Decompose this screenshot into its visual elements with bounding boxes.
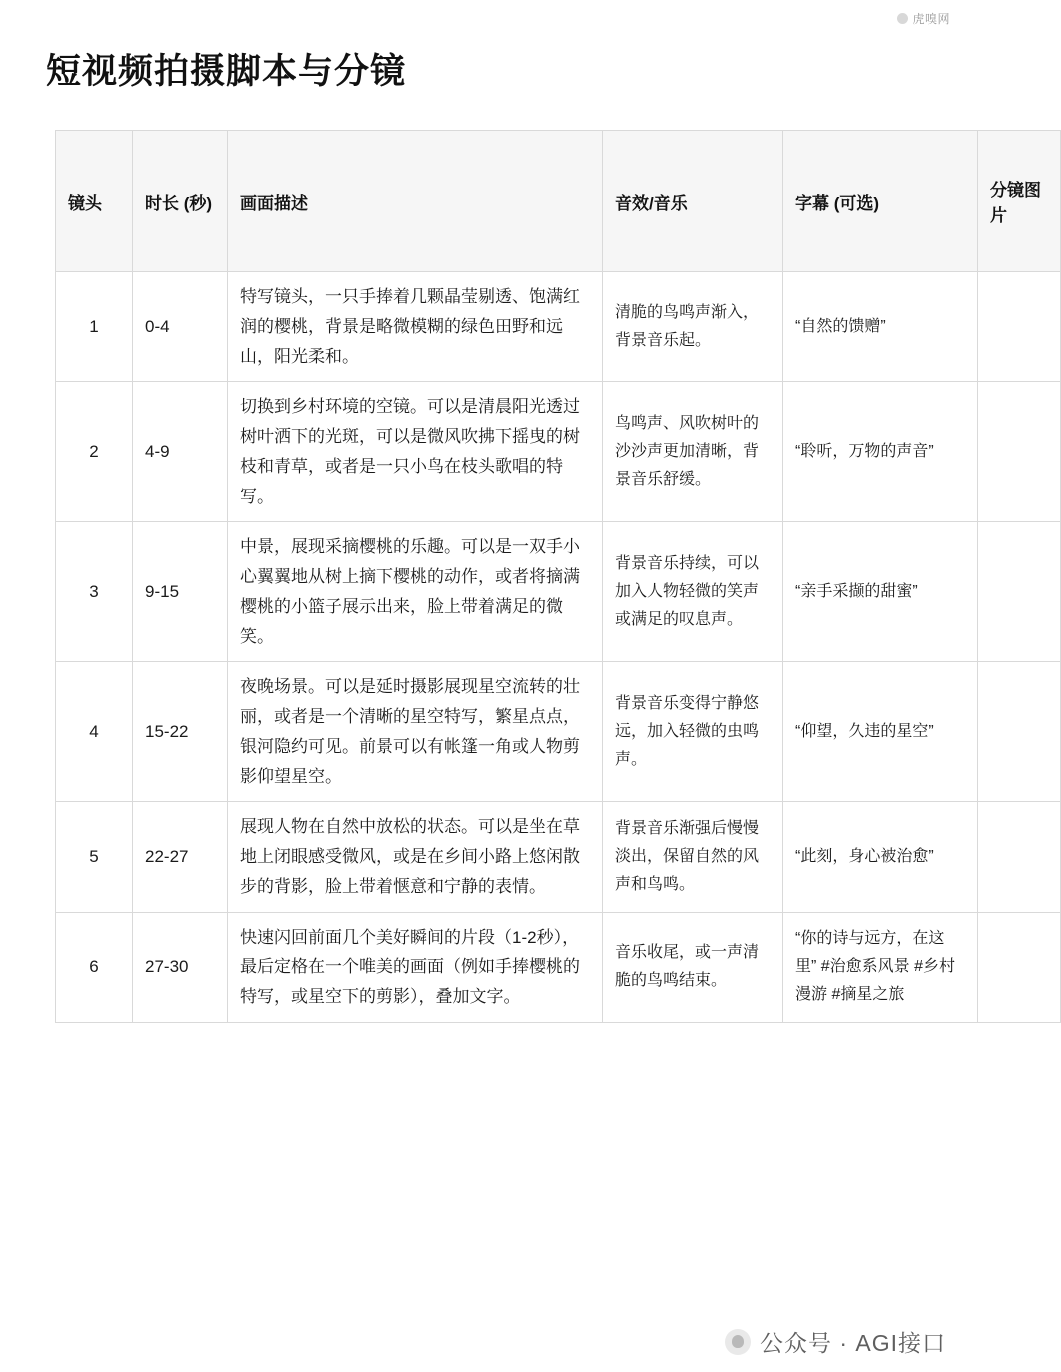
watermark-top-label: 虎嗅网	[912, 12, 950, 26]
cell-shot: 4	[56, 662, 133, 802]
column-header-subtitle: 字幕 (可选)	[783, 131, 978, 272]
cell-subtitle: “自然的馈赠”	[783, 272, 978, 382]
cell-description: 中景，展现采摘樱桃的乐趣。可以是一双手小心翼翼地从树上摘下樱桃的动作，或者将摘满樱桃的小篮子展示出来，脸上带着满足的微笑。	[228, 522, 603, 662]
watermark-bottom-label: 公众号 · AGI接口	[759, 1330, 946, 1356]
column-header-audio: 音效/音乐	[603, 131, 783, 272]
cell-audio: 背景音乐渐强后慢慢淡出，保留自然的风声和鸟鸣。	[603, 802, 783, 912]
cell-duration: 4-9	[133, 382, 228, 522]
cell-shot: 6	[56, 912, 133, 1022]
table-row	[56, 912, 1061, 1022]
watermark-bottom	[725, 1325, 946, 1358]
cell-subtitle: “亲手采撷的甜蜜”	[783, 522, 978, 662]
cell-shot: 5	[56, 802, 133, 912]
cell-description: 夜晚场景。可以是延时摄影展现星空流转的壮丽，或者是一个清晰的星空特写，繁星点点，银河隐约可见。前景可以有帐篷一角或人物剪影仰望星空。	[228, 662, 603, 802]
storyboard-table	[55, 130, 1061, 1023]
cell-storyboard	[978, 802, 1061, 912]
cell-audio: 背景音乐变得宁静悠远，加入轻微的虫鸣声。	[603, 662, 783, 802]
cell-duration: 27-30	[133, 912, 228, 1022]
cell-description: 切换到乡村环境的空镜。可以是清晨阳光透过树叶洒下的光斑，可以是微风吹拂下摇曳的树枝和青草，或者是一只小鸟在枝头歌唱的特写。	[228, 382, 603, 522]
table-row	[56, 662, 1061, 802]
column-header-duration: 时长 (秒)	[133, 131, 228, 272]
column-header-shot: 镜头	[56, 131, 133, 272]
cell-subtitle: “你的诗与远方，在这里” #治愈系风景 #乡村漫游 #摘星之旅	[783, 912, 978, 1022]
watermark-logo-icon	[897, 13, 908, 24]
cell-audio: 音乐收尾，或一声清脆的鸟鸣结束。	[603, 912, 783, 1022]
cell-shot: 1	[56, 272, 133, 382]
cell-storyboard	[978, 272, 1061, 382]
cell-audio: 鸟鸣声、风吹树叶的沙沙声更加清晰，背景音乐舒缓。	[603, 382, 783, 522]
table-row	[56, 802, 1061, 912]
cell-audio: 背景音乐持续，可以加入人物轻微的笑声或满足的叹息声。	[603, 522, 783, 662]
cell-duration: 22-27	[133, 802, 228, 912]
cell-shot: 3	[56, 522, 133, 662]
cell-subtitle: “此刻，身心被治愈”	[783, 802, 978, 912]
cell-storyboard	[978, 912, 1061, 1022]
cell-description: 快速闪回前面几个美好瞬间的片段（1-2秒），最后定格在一个唯美的画面（例如手捧樱桃的特写，或星空下的剪影），叠加文字。	[228, 912, 603, 1022]
cell-description: 特写镜头，一只手捧着几颗晶莹剔透、饱满红润的樱桃，背景是略微模糊的绿色田野和远山，阳光柔和。	[228, 272, 603, 382]
cell-audio: 清脆的鸟鸣声渐入，背景音乐起。	[603, 272, 783, 382]
column-header-description: 画面描述	[228, 131, 603, 272]
cell-duration: 0-4	[133, 272, 228, 382]
cell-duration: 15-22	[133, 662, 228, 802]
watermark-top	[897, 10, 950, 27]
page-title: 短视频拍摄脚本与分镜	[46, 52, 407, 91]
column-header-storyboard: 分镜图片	[978, 131, 1061, 272]
cell-subtitle: “聆听，万物的声音”	[783, 382, 978, 522]
watermark-avatar-icon	[725, 1329, 751, 1355]
table-header-row	[56, 131, 1061, 272]
cell-duration: 9-15	[133, 522, 228, 662]
cell-storyboard	[978, 522, 1061, 662]
cell-shot: 2	[56, 382, 133, 522]
cell-storyboard	[978, 662, 1061, 802]
cell-subtitle: “仰望，久违的星空”	[783, 662, 978, 802]
table-row	[56, 272, 1061, 382]
cell-description: 展现人物在自然中放松的状态。可以是坐在草地上闭眼感受微风，或是在乡间小路上悠闲散步的背影，脸上带着惬意和宁静的表情。	[228, 802, 603, 912]
table-row	[56, 382, 1061, 522]
table-row	[56, 522, 1061, 662]
cell-storyboard	[978, 382, 1061, 522]
